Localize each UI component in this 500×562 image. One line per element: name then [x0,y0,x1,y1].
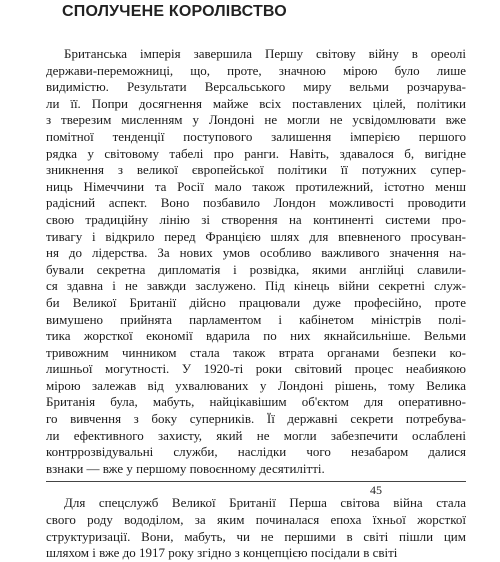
page-number: 45 [370,483,382,497]
text-line: вимушено прийнята парламентом і кабінетом міністрів полі- [46,311,466,327]
text-line: структуризації. Вони, мабуть, чи не першими в світі пішли цим [46,528,466,544]
footer-rule [46,481,466,482]
text-line: мірою залежав від ухвалюваних у Лондоні рішень, тому Велика [46,377,466,393]
text-line: Для спецслужб Великої Британії Перша світова війна стала [64,495,466,511]
text-line: бували секретна дипломатія і розвідка, якими англійці славили- [46,261,466,277]
text-line: ся здавна і не завжди заслужено. Під кінець війни секретні служ- [46,278,466,294]
text-line: тика жорсткої економії вдарила по них якнайсильніше. Вельми [46,328,466,344]
paragraph-1 [46,46,466,477]
text-line: ли ефективного захисту, який не могли забезпечити ослаблені [46,427,466,443]
text-line: го вивчення з боку суперників. Її державні секрети потребува- [46,411,466,427]
text-line: би Великої Британії дійсно працювали дуже професійно, проте [46,294,466,310]
text-line: свою традиційну лінію зі створення на континенті системи про- [46,211,466,227]
text-line: Британія була, мабуть, найцікавішим об'єктом для оперативно- [46,394,466,410]
text-line: помітної тенденції поступового залишення імперією першого [46,128,466,144]
text-line: тривожним чинником стала також втрата органами безпеки ко- [46,344,466,360]
text-line: видимістю. Результати Версальського миру вельми розчарува- [46,79,466,95]
text-line: рядка у світовому табелі про ранги. Навіть, здавалося б, вигідне [46,145,466,161]
text-line: контррозвідувальні служби, наслідки чого незабаром далися [46,444,466,460]
text-line: ли її. Попри досягнення майже всіх поставлених цілей, політики [46,95,466,111]
paragraph-2 [46,495,466,561]
text-line: ня до лідерства. За нових умов особливо важливого значення на- [46,245,466,261]
text-line: шляхом і вже до 1917 року згідно з концепцією посідали в світі [46,545,398,561]
text-line: зникнення з великої європейської політики її потужних супер- [46,162,466,178]
text-line: радісний аспект. Воно позбавило Лондон можливості проводити [46,195,466,211]
text-line: взнаки — вже у першому повоєнному десятилітті. [46,460,325,476]
section-title: СПОЛУЧЕНЕ КОРОЛІВСТВО [62,3,287,20]
text-line: з тверезим мисленням у Лондоні не могли не усвідомлювати вже [46,112,466,128]
text-line: тивагу і відкрило перед Францією шлях для впевненого просуван- [46,228,466,244]
text-line: лишньої могутності. У 1920-ті роки світовий процес неабиякою [46,361,466,377]
text-line: свого роду вододілом, за яким починалася епоха їхньої жорсткої [46,512,466,528]
text-line: держави-переможниці, що, проте, значною мірою було лише [46,62,466,78]
text-line: Британська імперія завершила Першу світову війну в ореолі [64,46,466,61]
body-text [46,46,466,562]
text-line: ниць Німеччини та Росії мало також протилежний, істотно менш [46,178,466,194]
